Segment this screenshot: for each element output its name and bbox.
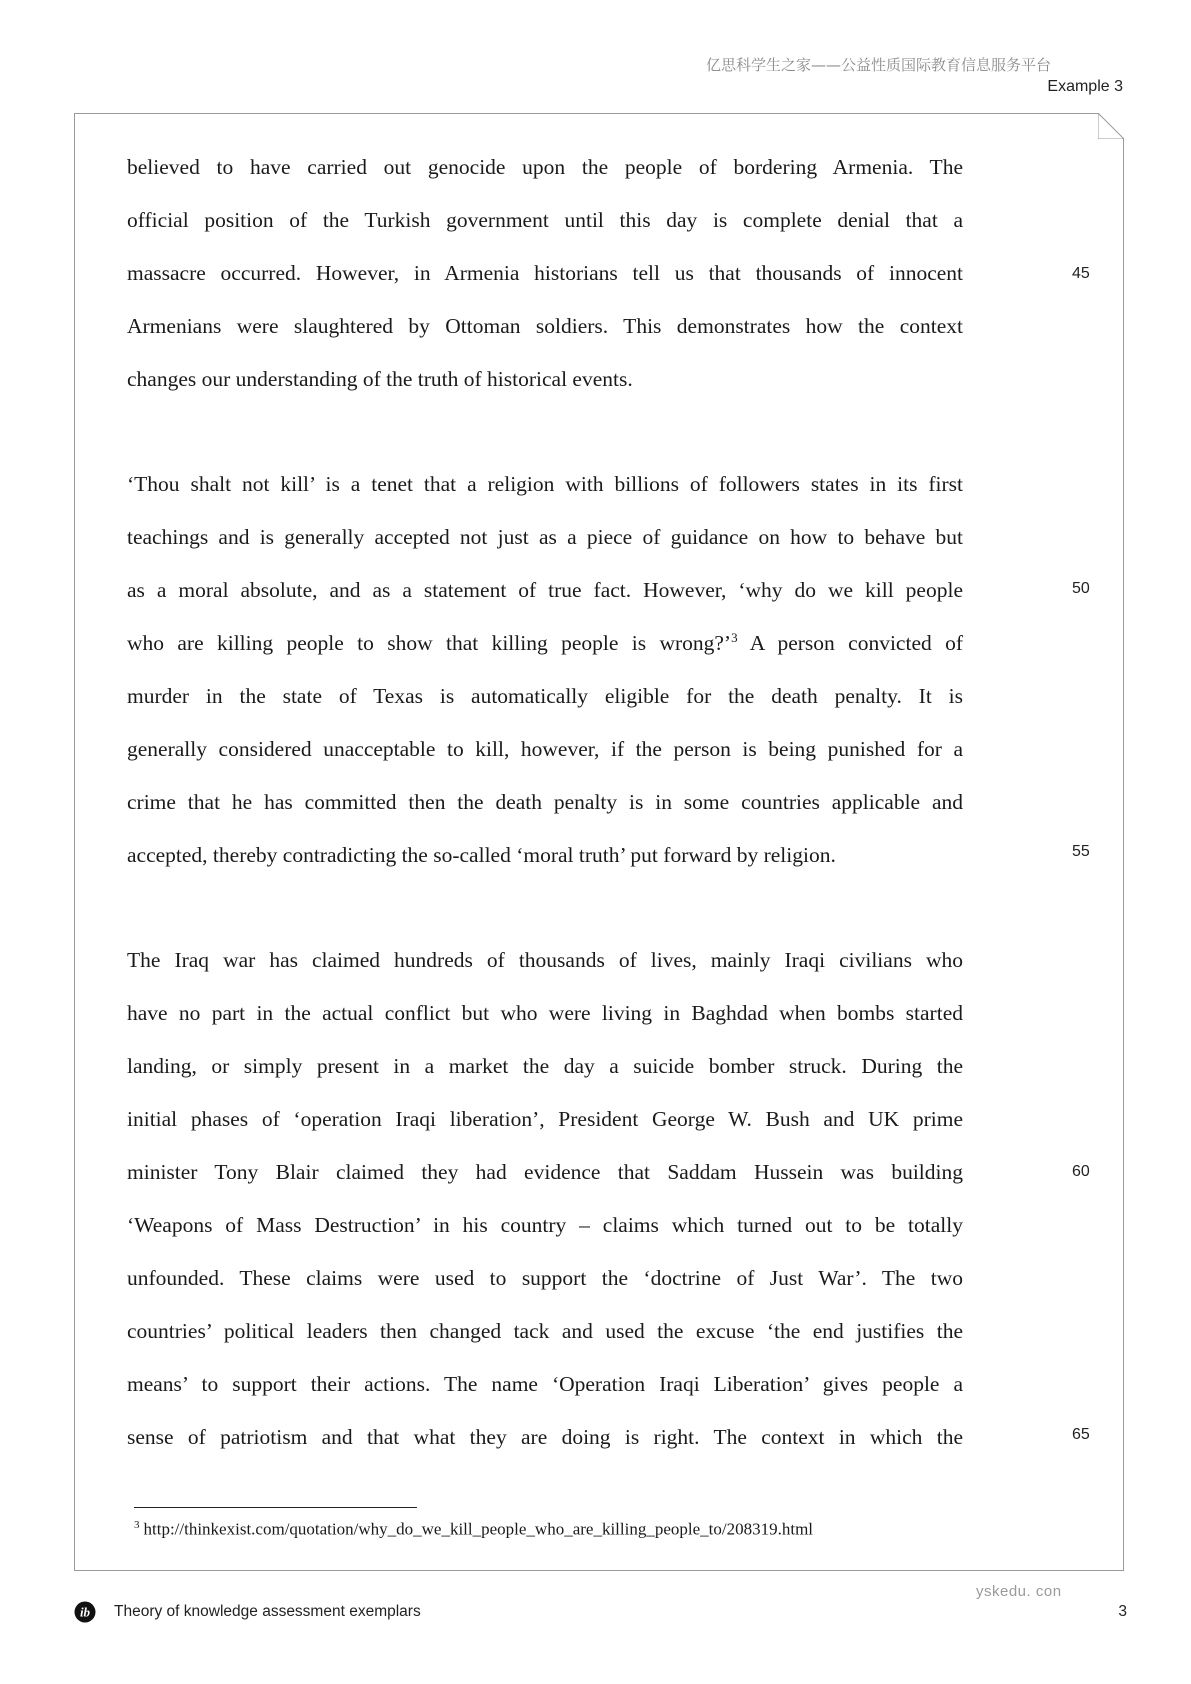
body-line: as a moral absolute, and as a statement of true fact. However, ‘why do we kill people [127,578,963,602]
body-line: ‘Weapons of Mass Destruction’ in his country – claims which turned out to be totally [127,1213,963,1237]
line-number: 60 [1072,1163,1090,1180]
body-line: sense of patriotism and that what they are doing is right. The context in which the [127,1425,963,1449]
example-label: Example 3 [1047,78,1123,95]
footer-title: Theory of knowledge assessment exemplars [114,1603,421,1620]
body-line: crime that he has committed then the death penalty is in some countries applicable and [127,790,963,814]
svg-text:ib: ib [79,1604,91,1620]
ib-logo-icon [74,1601,96,1623]
line-number: 45 [1072,265,1090,282]
body-line: believed to have carried out genocide upon the people of bordering Armenia. The [127,155,963,179]
body-line-with-footnote [127,628,963,658]
body-line-text: who are killing people to show that killing people is wrong?’ [127,631,732,655]
body-line: ‘Thou shalt not kill’ is a tenet that a religion with billions of followers states in its first [127,472,963,496]
footnote-divider [134,1507,417,1508]
body-line: have no part in the actual conflict but who were living in Baghdad when bombs started [127,1001,963,1025]
body-line: countries’ political leaders then changed tack and used the excuse ‘the end justifies the [127,1319,963,1343]
line-number: 50 [1072,580,1090,597]
body-line: changes our understanding of the truth of historical events. [127,367,633,391]
body-line: means’ to support their actions. The name ‘Operation Iraqi Liberation’ gives people a [127,1372,963,1396]
body-line: landing, or simply present in a market the day a suicide bomber struck. During the [127,1054,963,1078]
body-line: The Iraq war has claimed hundreds of thousands of lives, mainly Iraqi civilians who [127,948,963,972]
footnote-marker: 3 [134,1519,140,1531]
body-line: Armenians were slaughtered by Ottoman soldiers. This demonstrates how the context [127,314,963,338]
footnote [134,1519,813,1540]
footnote-url[interactable]: http://thinkexist.com/quotation/why_do_we_kill_people_who_are_killing_people_to/208319.html [143,1519,814,1539]
line-number: 65 [1072,1426,1090,1443]
body-line: minister Tony Blair claimed they had evidence that Saddam Hussein was building [127,1160,963,1184]
site-watermark-footer: yskedu. con [976,1583,1062,1600]
folded-corner-icon [1098,113,1124,139]
page-number: 3 [1118,1603,1127,1620]
body-line: unfounded. These claims were used to support the ‘doctrine of Just War’. The two [127,1266,963,1290]
site-watermark-header: 亿思科学生之家——公益性质国际教育信息服务平台 [705,56,1051,74]
body-line: teachings and is generally accepted not just as a piece of guidance on how to behave but [127,525,963,549]
line-number: 55 [1072,843,1090,860]
body-line: accepted, thereby contradicting the so-called ‘moral truth’ put forward by religion. [127,843,836,867]
body-line: generally considered unacceptable to kill, however, if the person is being punished for a [127,737,963,761]
body-line: official position of the Turkish government until this day is complete denial that a [127,208,963,232]
footnote-ref: 3 [731,629,738,645]
body-line-text: A person convicted of [737,631,964,655]
body-line: murder in the state of Texas is automatically eligible for the death penalty. It is [127,684,963,708]
body-line: initial phases of ‘operation Iraqi liberation’, President George W. Bush and UK prime [127,1107,963,1131]
body-line: massacre occurred. However, in Armenia historians tell us that thousands of innocent [127,261,963,285]
